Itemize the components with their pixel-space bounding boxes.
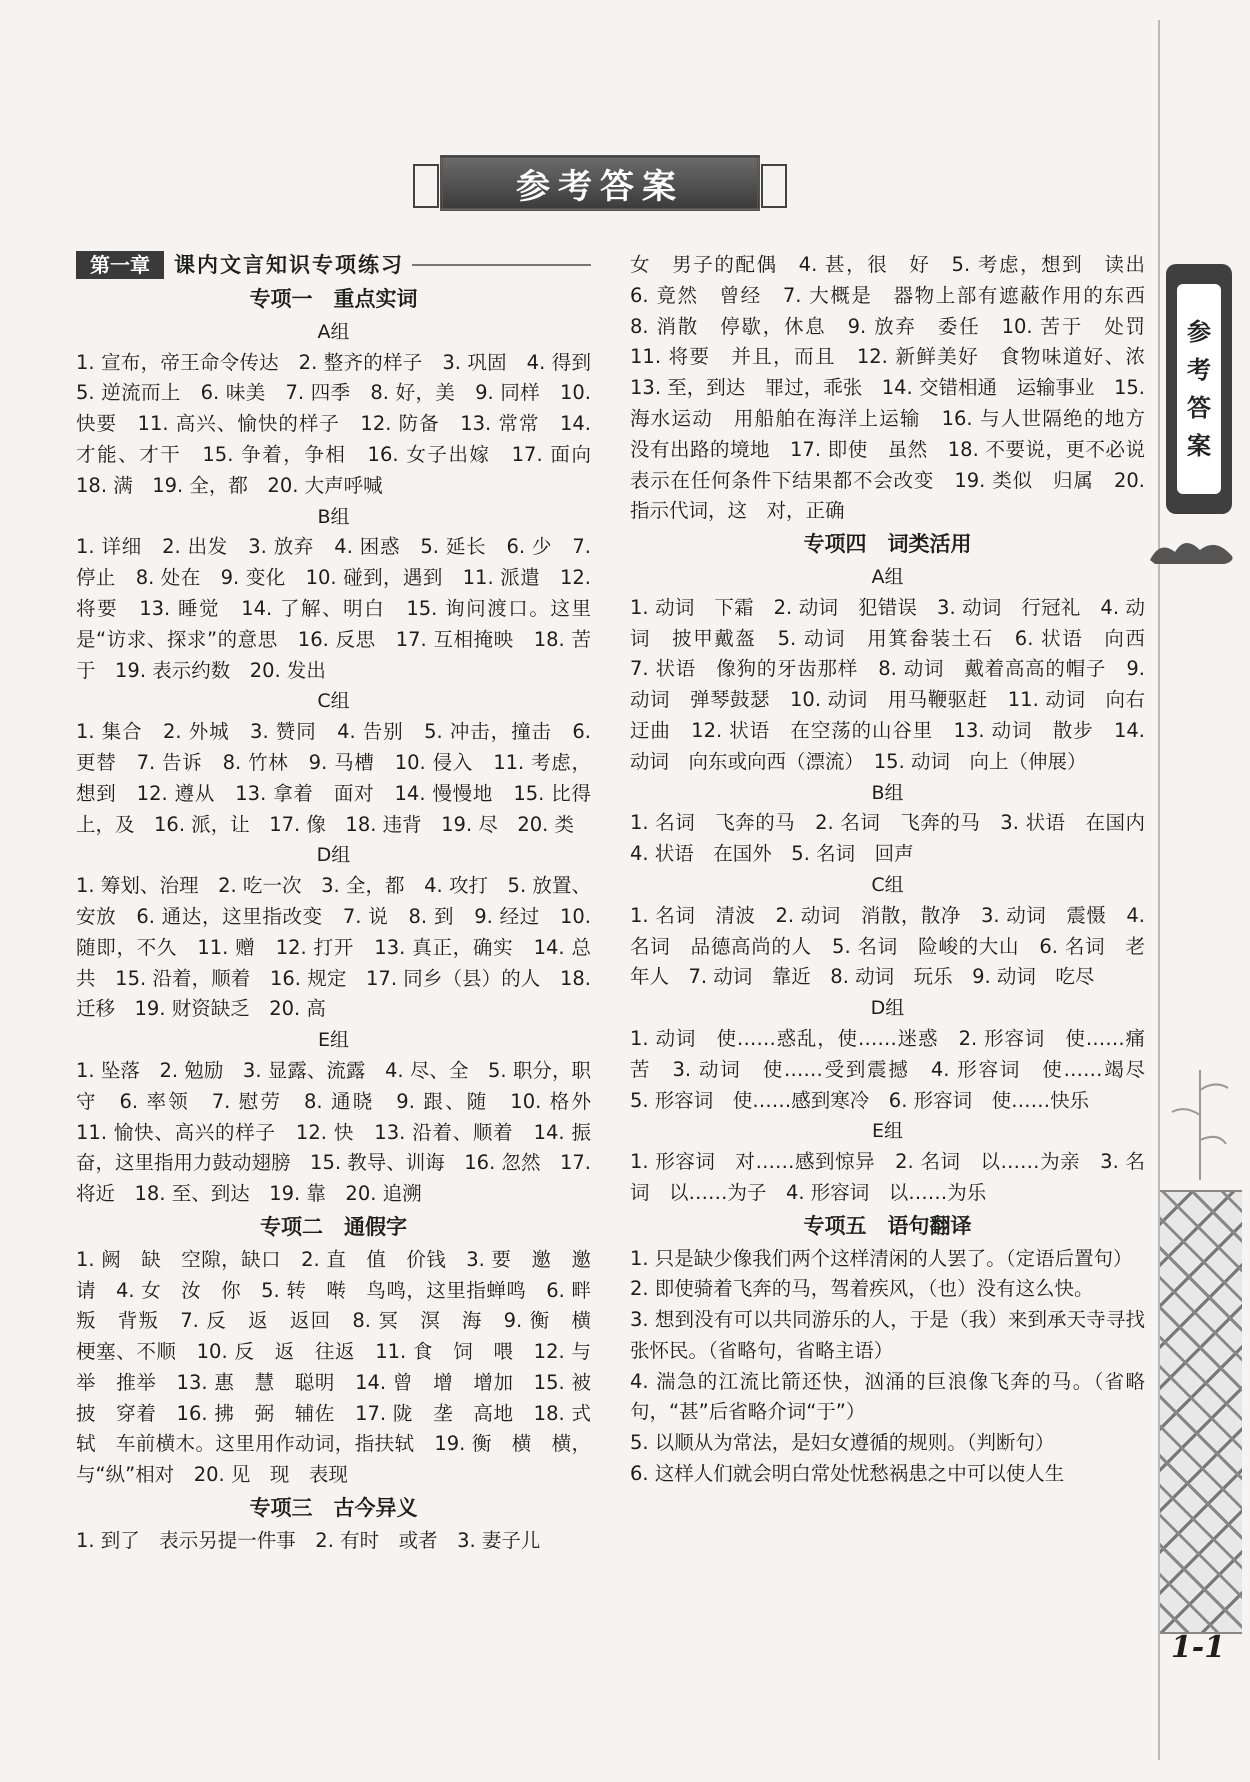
- group-label: B组: [317, 505, 350, 528]
- tab-char: 答: [1187, 394, 1211, 422]
- left-column: [76, 250, 611, 1557]
- group-label: C组: [871, 873, 904, 896]
- tab-char: 参: [1187, 318, 1211, 346]
- answer-paragraph: 1. 坠落 2. 勉励 3. 显露、流露 4. 尽、全 5. 职分，职守 6. 率领 7. 慰劳 8. 通晓 9. 跟、随 10. 格外 11. 愉快、高兴的样子 12. 快 13. 沿着、顺着 14. 振奋，这里指用力鼓动翅膀 15. 教导、训诲 16. 忽然 17. 将近 18. 至、到达 19. 靠 20. 追溯: [76, 1058, 611, 1206]
- answer-paragraph: 1. 阙 缺 空隙，缺口 2. 直 值 价钱 3. 要 邀 邀请 4. 女 汝 你 5. 转 啭 鸟鸣，这里指蝉鸣 6. 畔 叛 背叛 7. 反 返 返回 8. 冥 溟 海 9. 衡 横 梗塞、不顺 10. 反 返 往返 11. 食 饲 喂 12. 与 举 推举 13. 惠 慧 聪明 14. 曾 增 增加 15. 被 披 穿着 16. 拂 弼 辅佐 17. 陇 垄 高地 18. 式 轼 车前横木。这里用作动词，指扶轼 19. 衡 横 横，与“纵”相对 20. 见 现 表现: [76, 1247, 611, 1487]
- answer-paragraph: 1. 动词 下霜 2. 动词 犯错误 3. 动词 行冠礼 4. 动词 披甲戴盔 5. 动词 用箕畚装土石 6. 状语 向西 7. 状语 像狗的牙齿那样 8. 动词 戴着高高的帽子 9. 动词 弹琴鼓瑟 10. 动词 用马鞭驱赶 11. 动词 向右迂曲 12. 状语 在空荡的山谷里 13. 动词 散步 14. 动词 向东或向西（漂流） 15. 动词 向上（伸展）: [630, 595, 1165, 773]
- tab-char: 案: [1187, 432, 1211, 460]
- group-label: C组: [317, 690, 350, 713]
- answer-paragraph: 1. 名词 飞奔的马 2. 名词 飞奔的马 3. 状语 在国内 4. 状语 在国外 5. 名词 回声: [630, 811, 1165, 866]
- translation-item: 6. 这样人们就会明白常处忧愁祸患之中可以使人生: [630, 1462, 1065, 1486]
- title-banner: [440, 155, 760, 211]
- group-label: D组: [316, 844, 351, 867]
- section-tab: [1166, 264, 1232, 514]
- chapter-rule: [412, 264, 591, 266]
- banner-ornament-left: [413, 164, 439, 208]
- answer-paragraph: 1. 名词 清波 2. 动词 消散，散净 3. 动词 震慑 4. 名词 品德高尚的人 5. 名词 险峻的大山 6. 名词 老年人 7. 动词 靠近 8. 动词 玩乐 9. 动词 吃尽: [630, 903, 1145, 989]
- answer-paragraph: 1. 动词 使……惑乱，使……迷惑 2. 形容词 使……痛苦 3. 动词 使……受到震撼 4. 形容词 使……竭尽 5. 形容词 使……感到寒冷 6. 形容词 使……快乐: [630, 1026, 1165, 1112]
- page-number: 1-1: [1170, 1630, 1226, 1665]
- chapter-header: [76, 250, 591, 280]
- translation-item: 4. 湍急的江流比箭还快，汹涌的巨浪像飞奔的马。（省略句，“甚”后省略介词“于”）: [630, 1369, 1145, 1424]
- tab-char: 考: [1187, 356, 1211, 384]
- translation-item: 3. 想到没有可以共同游乐的人，于是（我）来到承天寺寻找张怀民。（省略句，省略主语）: [630, 1308, 1145, 1362]
- answer-paragraph: 1. 详细 2. 出发 3. 放弃 4. 困惑 5. 延长 6. 少 7. 停止 8. 处在 9. 变化 10. 碰到，遇到 11. 派遣 12. 将要 13. 睡觉 14. 了解、明白 15. 询问渡口。这里是“访求、探求”的意思 16. 反思 17. 互相掩映 18. 苦于 19. 表示约数 20. 发出: [76, 535, 591, 682]
- group-label: A组: [871, 565, 904, 588]
- cloud-ornament-icon: [1145, 530, 1240, 570]
- side-margin: [1158, 20, 1242, 1760]
- group-label: E组: [871, 1120, 903, 1143]
- answer-paragraph: 1. 筹划、治理 2. 吃一次 3. 全，都 4. 攻打 5. 放置、安放 6. 通达，这里指改变 7. 说 8. 到 9. 经过 10. 随即，不久 11. 赠 12. 打开 13. 真正，确实 14. 总共 15. 沿着，顺着 16. 规定 17. 同乡（县）的人 18. 迁移 19. 财资缺乏 20. 高: [76, 874, 591, 1021]
- group-label: D组: [870, 997, 905, 1020]
- translation-item: 2. 即使骑着飞奔的马，驾着疾风，（也）没有这么快。: [630, 1277, 1094, 1301]
- translation-item: 5. 以顺从为常法，是妇女遵循的规则。（判断句）: [630, 1431, 1055, 1455]
- group-label: B组: [871, 781, 904, 804]
- section-tab-label: [1177, 284, 1221, 494]
- section-title: 专项二 通假字: [260, 1214, 407, 1239]
- answer-paragraph: 1. 集合 2. 外城 3. 赞同 4. 告别 5. 冲击，撞击 6. 更替 7. 告诉 8. 竹林 9. 马槽 10. 侵入 11. 考虑，想到 12. 遵从 13. 拿着 面对 14. 慢慢地 15. 比得上，及 16. 派，让 17. 像 18. 违背 19. 尽 20. 类: [76, 720, 591, 836]
- answer-paragraph: 1. 宣布，帝王命令传达 2. 整齐的样子 3. 巩固 4. 得到 5. 逆流而上 6. 味美 7. 四季 8. 好，美 9. 同样 10. 快要 11. 高兴、愉快的样子 12. 防备 13. 常常 14. 才能、才干 15. 争着，争相 16. 女子出嫁 17. 面向 18. 满 19. 全，都 20. 大声呼喊: [76, 350, 611, 497]
- group-label: E组: [317, 1029, 349, 1052]
- banner-ornament-right: [761, 164, 787, 208]
- answer-paragraph: 1. 到了 表示另提一件事 2. 有时 或者 3. 妻子儿: [76, 1528, 541, 1552]
- section-title: 专项三 古今异义: [249, 1496, 418, 1521]
- right-column: [630, 250, 1165, 1490]
- section-title: 专项一 重点实词: [249, 287, 418, 311]
- section-title: 专项四 词类活用: [803, 532, 972, 557]
- bamboo-icon: [1170, 1060, 1230, 1180]
- chapter-title: 课内文言知识专项练习: [174, 252, 404, 277]
- answer-paragraph: 女 男子的配偶 4. 甚，很 好 5. 考虑，想到 读出 6. 竟然 曾经 7. 大概是 器物上部有遮蔽作用的东西 8. 消散 停歇，休息 9. 放弃 委任 10. 苦于 处罚 11. 将要 并且，而且 12. 新鲜美好 食物味道好、浓 13. 至，到达 罪过，乖张 14. 交错相通 运输事业 15. 海水运动 用船舶在海洋上运输 16. 与人世隔绝的地方 没有出路的境地 17. 即使 虽然 18. 不要说，更不必说 表示在任何条件下结果都不会改变 19. 类似 归属 20. 指示代词，这 对，正确: [630, 253, 1165, 523]
- page-title: 参考答案: [516, 166, 684, 207]
- answer-paragraph: 1. 形容词 对……感到惊异 2. 名词 以……为亲 3. 名词 以……为子 4. 形容词 以……为乐: [630, 1150, 1145, 1204]
- group-label: A组: [317, 320, 350, 343]
- chapter-badge: 第一章: [76, 251, 164, 279]
- lattice-ornament: [1160, 1190, 1242, 1634]
- section-title: 专项五 语句翻译: [803, 1213, 972, 1238]
- translation-item: 1. 只是缺少像我们两个这样清闲的人罢了。（定语后置句）: [630, 1246, 1133, 1270]
